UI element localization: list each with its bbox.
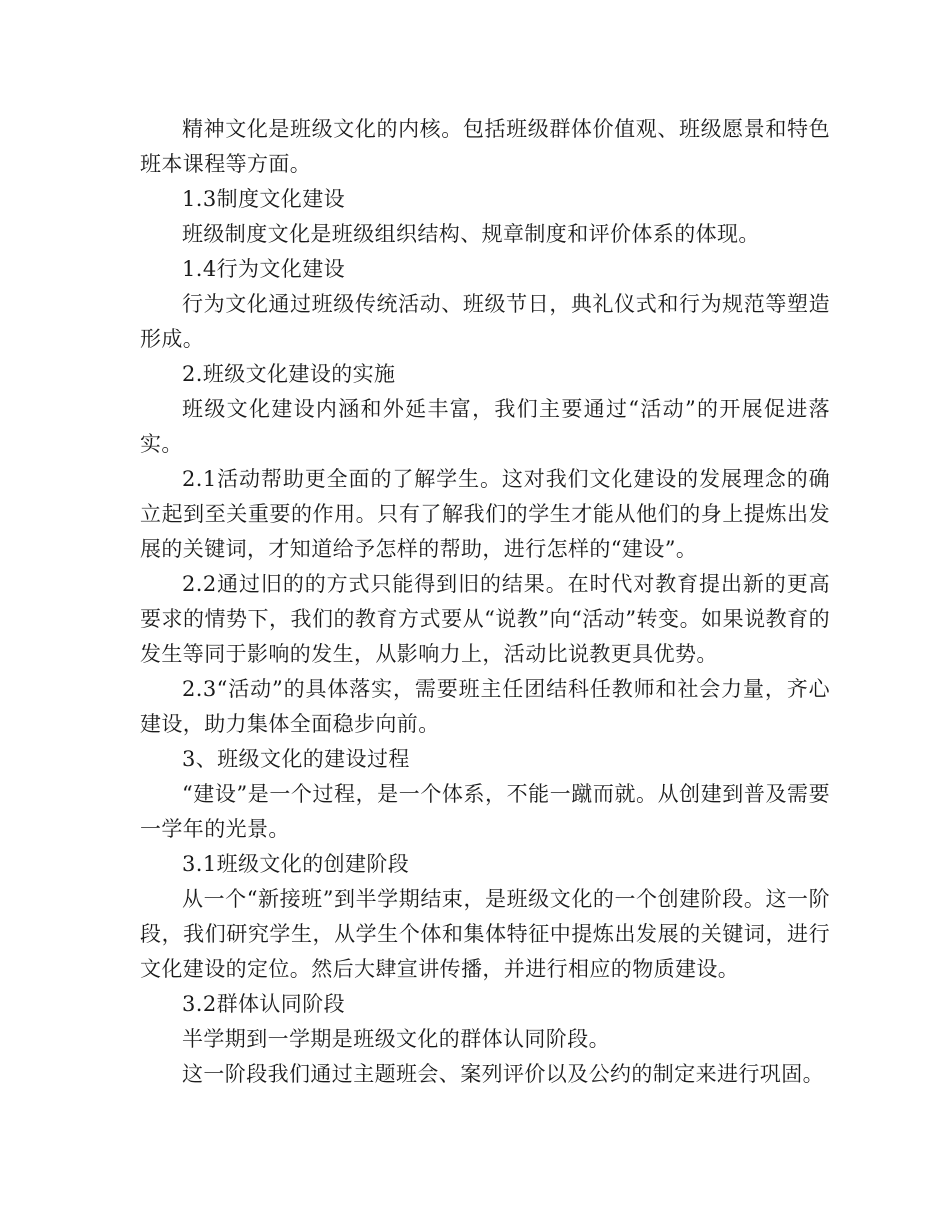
paragraph-2-2: 2.2通过旧的的方式只能得到旧的结果。在时代对教育提出新的更高要求的情势下，我们的教育方式要从“说教”向“活动”转变。如果说教育的发生等同于影响的发生，从影响力上，活动比说教更具优势。 xyxy=(140,572,830,666)
section-heading-1-4: 1.4行为文化建设 xyxy=(182,257,345,281)
paragraph-spiritual-culture: 精神文化是班级文化的内核。包括班级群体价值观、班级愿景和特色班本课程等方面。 xyxy=(140,117,830,176)
section-heading-1-3: 1.3制度文化建设 xyxy=(182,187,345,211)
paragraph-institutional-culture: 班级制度文化是班级组织结构、规章制度和评价体系的体现。 xyxy=(182,222,760,246)
paragraph-implementation-intro: 班级文化建设内涵和外延丰富，我们主要通过“活动”的开展促进落实。 xyxy=(140,397,830,456)
section-heading-3-2: 3.2群体认同阶段 xyxy=(182,992,345,1016)
paragraph-recognition-stage: 半学期到一学期是班级文化的群体认同阶段。 xyxy=(182,1027,610,1051)
paragraph-behavior-culture: 行为文化通过班级传统活动、班级节日，典礼仪式和行为规范等塑造形成。 xyxy=(140,292,830,351)
paragraph-2-1: 2.1活动帮助更全面的了解学生。这对我们文化建设的发展理念的确立起到至关重要的作用。只有了解我们的学生才能从他们的身上提炼出发展的关键词，才知道给予怎样的帮助，进行怎样的“建设”。 xyxy=(140,467,830,561)
paragraph-creation-stage: 从一个“新接班”到半学期结束，是班级文化的一个创建阶段。这一阶段，我们研究学生，从学生个体和集体特征中提炼出发展的关键词，进行文化建设的定位。然后大肆宣讲传播，并进行相应的物质建设。 xyxy=(140,887,830,981)
section-heading-3: 3、班级文化的建设过程 xyxy=(182,747,410,771)
section-heading-3-1: 3.1班级文化的创建阶段 xyxy=(182,852,410,876)
paragraph-2-3: 2.3“活动”的具体落实，需要班主任团结科任教师和社会力量，齐心建设，助力集体全面稳步向前。 xyxy=(140,677,830,736)
paragraph-consolidation: 这一阶段我们通过主题班会、案列评价以及公约的制定来进行巩固。 xyxy=(182,1062,824,1086)
document-body xyxy=(140,112,830,1092)
section-heading-2: 2.班级文化建设的实施 xyxy=(182,362,396,386)
paragraph-process-intro: “建设”是一个过程，是一个体系，不能一蹴而就。从创建到普及需要一学年的光景。 xyxy=(140,782,830,841)
